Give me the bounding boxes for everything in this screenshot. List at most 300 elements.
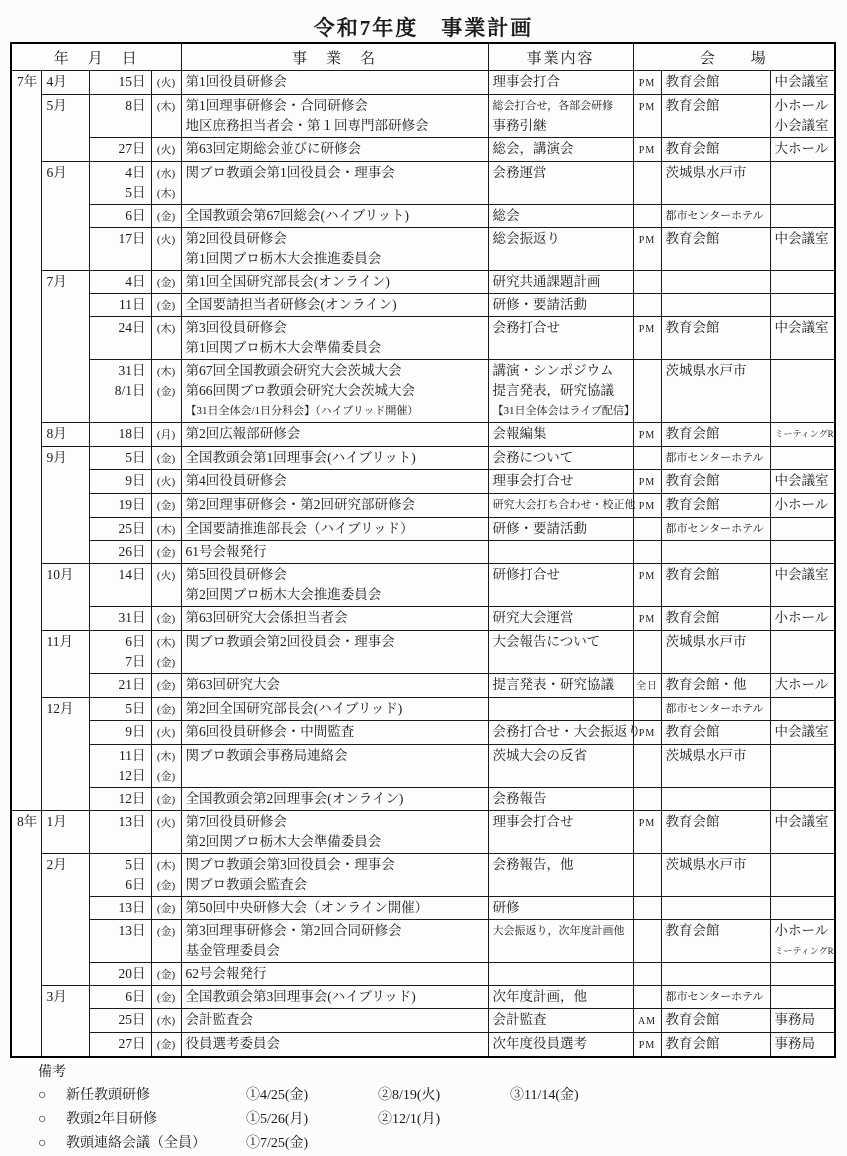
cell-room: 中会議室: [770, 811, 835, 854]
cell-day: 13日: [89, 897, 151, 920]
cell-ampm: PM: [633, 494, 661, 518]
cell-content: 会務報告，他: [488, 854, 633, 897]
cell-ampm: PM: [633, 317, 661, 360]
cell-day: [89, 360, 151, 423]
cell-line: 第2回関ブロ栃木大会準備委員会: [185, 834, 382, 849]
cell-day: 17日: [89, 228, 151, 271]
cell-line: 第2回役員研修会: [185, 231, 287, 246]
cell-line: 第5回役員研修会: [185, 567, 287, 582]
note-item: [38, 1084, 847, 1108]
cell-venue: [661, 271, 770, 294]
cell-venue: 教育会館: [661, 1033, 770, 1058]
cell-room: 事務局: [770, 1033, 835, 1058]
note-label: 教頭連絡会議（全員）: [66, 1136, 206, 1151]
cell-venue: 教育会館: [661, 494, 770, 518]
cell-name: 役員選考委員会: [181, 1033, 488, 1058]
cell-ampm: [633, 698, 661, 721]
cell-day: 25日: [89, 518, 151, 541]
cell-content: 茨城大会の反省: [488, 745, 633, 788]
cell-dow: (火): [151, 228, 181, 271]
cell-month: 1月: [41, 811, 89, 854]
table-row: [11, 1009, 835, 1033]
cell-content: 研修打合せ: [488, 564, 633, 607]
cell-line: 5日: [125, 185, 146, 200]
cell-content: [488, 494, 636, 518]
cell-room: [770, 95, 835, 138]
cell-content: [488, 360, 633, 423]
table-row: [11, 963, 835, 986]
cell-room: 中会議室: [770, 228, 835, 271]
cell-ampm: PM: [633, 564, 661, 607]
cell-line: 11日: [119, 748, 146, 763]
cell-dow: (金): [151, 963, 181, 986]
cell-month: 11月: [41, 631, 89, 698]
cell-name: [181, 854, 488, 897]
cell-ampm: [633, 631, 661, 674]
cell-line: 6日: [125, 877, 146, 892]
cell-line: (木): [156, 751, 176, 763]
table-row: [11, 698, 835, 721]
cell-room: 小ホール: [770, 607, 835, 631]
cell-dow: (火): [151, 811, 181, 854]
cell-month: 2月: [41, 854, 89, 986]
cell-name: 第1回全国研究部長会(オンライン): [181, 271, 488, 294]
cell-content: 理事会打合: [488, 71, 633, 95]
cell-dow: (金): [151, 494, 181, 518]
cell-line: 事務引継: [492, 118, 547, 133]
cell-room: 大ホール: [770, 138, 835, 162]
table-row: [11, 138, 835, 162]
cell-ampm: PM: [633, 1033, 661, 1058]
cell-ampm: [633, 271, 661, 294]
cell-line: 第1回理事研修会・合同研修会: [185, 98, 368, 113]
note-entry: ①5/26(月): [246, 1112, 309, 1127]
cell-venue: 教育会館: [661, 423, 770, 447]
page-title: 令和7年度 事業計画: [313, 16, 534, 40]
cell-month: 10月: [41, 564, 89, 631]
cell-line: 研究大会打ち合わせ・校正他: [492, 499, 636, 511]
cell-content: 理事会打合せ: [488, 811, 633, 854]
table-row: [11, 360, 835, 423]
cell-line: 総会打合せ，各部会研修: [492, 100, 614, 112]
table-row: [11, 423, 835, 447]
cell-name: 会計監査会: [181, 1009, 488, 1033]
cell-venue: [661, 963, 770, 986]
cell-dow: [151, 631, 181, 674]
cell-name: [181, 317, 488, 360]
cell-name: 全国教頭会第67回総会(ハイブリット): [181, 205, 488, 228]
cell-room: [770, 986, 835, 1009]
table-row: [11, 897, 835, 920]
table-row: [11, 95, 835, 138]
table-row: [11, 317, 835, 360]
cell-content: 総会，講演会: [488, 138, 633, 162]
cell-line: 都市センターホテル: [665, 210, 764, 222]
cell-room: [770, 518, 835, 541]
table-row: [11, 228, 835, 271]
cell-day: 8日: [89, 95, 151, 138]
cell-ampm: 全日: [633, 674, 661, 698]
cell-day: 18日: [89, 423, 151, 447]
schedule-table: [10, 42, 836, 1058]
cell-dow: (金): [151, 674, 181, 698]
cell-venue: 教育会館: [661, 607, 770, 631]
cell-day: 14日: [89, 564, 151, 607]
cell-ampm: [633, 854, 661, 897]
table-row: [11, 205, 835, 228]
cell-month: 9月: [41, 447, 89, 564]
cell-dow: (金): [151, 1033, 181, 1058]
cell-name: 全国教頭会第3回理事会(ハイブリッド): [181, 986, 488, 1009]
cell-venue: [661, 986, 770, 1009]
cell-name: 関ブロ教頭会事務局連絡会: [181, 745, 488, 788]
cell-venue: [661, 294, 770, 317]
cell-ampm: AM: [633, 1009, 661, 1033]
cell-room: [770, 745, 835, 788]
cell-name: 62号会報発行: [181, 963, 488, 986]
header-event-name: 事 業 名: [181, 43, 488, 71]
cell-ampm: [633, 788, 661, 811]
cell-dow: (木): [151, 518, 181, 541]
cell-dow: (火): [151, 470, 181, 494]
cell-room: 小ホール: [770, 494, 835, 518]
circle-bullet-icon: ○: [38, 1112, 47, 1127]
table-row: [11, 162, 835, 205]
cell-day: 25日: [89, 1009, 151, 1033]
cell-content: 会計監査: [488, 1009, 633, 1033]
cell-name: 第2回全国研究部長会(ハイブリッド): [181, 698, 488, 721]
cell-dow: (火): [151, 564, 181, 607]
cell-day: 6日: [89, 986, 151, 1009]
cell-room: [770, 360, 835, 423]
cell-day: 27日: [89, 138, 151, 162]
cell-ampm: [633, 360, 661, 423]
cell-room: [770, 541, 835, 564]
cell-dow: (金): [151, 205, 181, 228]
cell-line: ミーティングR: [774, 429, 834, 439]
cell-name: 全国教頭会第1回理事会(ハイブリット): [181, 447, 488, 470]
cell-dow: (火): [151, 138, 181, 162]
circle-bullet-icon: ○: [38, 1088, 47, 1103]
cell-month: 4月: [41, 71, 89, 95]
cell-name: [181, 920, 488, 963]
table-row: [11, 564, 835, 607]
cell-line: 第3回役員研修会: [185, 320, 287, 335]
header-venue: 会 場: [633, 43, 835, 71]
cell-ampm: PM: [633, 138, 661, 162]
cell-day: 13日: [89, 811, 151, 854]
cell-line: 第1回関ブロ栃木大会準備委員会: [185, 340, 382, 355]
cell-content: 研究共通課題計画: [488, 271, 633, 294]
cell-ampm: [633, 205, 661, 228]
cell-day: 12日: [89, 788, 151, 811]
cell-room: [770, 920, 835, 963]
cell-name: 第2回広報部研修会: [181, 423, 488, 447]
table-row: [11, 854, 835, 897]
table-row: [11, 518, 835, 541]
table-row: [11, 470, 835, 494]
cell-line: 講演・シンポジウム: [492, 363, 614, 378]
cell-month: 7月: [41, 271, 89, 423]
cell-name: 関ブロ教頭会第1回役員会・理事会: [181, 162, 488, 205]
cell-month: 8月: [41, 423, 89, 447]
cell-day: 31日: [89, 607, 151, 631]
cell-day: 6日: [89, 205, 151, 228]
cell-ampm: [633, 745, 661, 788]
table-row: [11, 1033, 835, 1058]
cell-ampm: PM: [633, 95, 661, 138]
cell-venue: 教育会館: [661, 811, 770, 854]
cell-venue: 教育会館: [661, 564, 770, 607]
table-row: [11, 788, 835, 811]
cell-dow: (金): [151, 447, 181, 470]
cell-room: [770, 447, 835, 470]
cell-ampm: [633, 963, 661, 986]
cell-line: (木): [156, 860, 176, 872]
cell-dow: [151, 854, 181, 897]
cell-year: 7年: [11, 71, 41, 811]
cell-dow: (木): [151, 95, 181, 138]
cell-name: [181, 228, 488, 271]
cell-day: [89, 162, 151, 205]
cell-dow: (金): [151, 541, 181, 564]
cell-line: (金): [156, 880, 176, 892]
cell-venue: 教育会館: [661, 95, 770, 138]
cell-line: 第2回関ブロ栃木大会推進委員会: [185, 587, 382, 602]
cell-ampm: PM: [633, 470, 661, 494]
cell-room: 中会議室: [770, 71, 835, 95]
cell-line: (金): [156, 657, 176, 669]
cell-name: 第4回役員研修会: [181, 470, 488, 494]
cell-room: 中会議室: [770, 470, 835, 494]
cell-content: 会報編集: [488, 423, 633, 447]
cell-room: [770, 698, 835, 721]
cell-line: 小ホール: [774, 98, 829, 113]
note-entry: ①7/25(金): [246, 1136, 309, 1151]
cell-ampm: PM: [633, 71, 661, 95]
cell-room: 中会議室: [770, 564, 835, 607]
cell-line: 地区庶務担当者会・第１回専門部研修会: [185, 118, 429, 133]
table-row: [11, 294, 835, 317]
cell-venue: 教育会館: [661, 470, 770, 494]
cell-name: 第63回研究大会: [181, 674, 488, 698]
cell-line: 7日: [125, 654, 146, 669]
cell-venue: 茨城県水戸市: [661, 360, 770, 423]
cell-dow: (金): [151, 897, 181, 920]
cell-name: 全国要請担当者研修会(オンライン): [181, 294, 488, 317]
cell-content: 研修: [488, 897, 633, 920]
table-row: [11, 920, 835, 963]
cell-day: 4日: [89, 271, 151, 294]
cell-ampm: [633, 447, 661, 470]
cell-room: [770, 271, 835, 294]
cell-day: 27日: [89, 1033, 151, 1058]
cell-content: [488, 698, 633, 721]
cell-day: [89, 745, 151, 788]
table-row: [11, 986, 835, 1009]
cell-content: [488, 541, 633, 564]
cell-line: 6日: [125, 634, 146, 649]
cell-dow: (火): [151, 71, 181, 95]
cell-ampm: [633, 986, 661, 1009]
cell-line: 5日: [125, 857, 146, 872]
cell-dow: (金): [151, 271, 181, 294]
cell-venue: [661, 897, 770, 920]
cell-day: 19日: [89, 494, 151, 518]
cell-venue: 教育会館: [661, 317, 770, 360]
cell-line: 12日: [118, 768, 146, 783]
cell-day: 5日: [89, 698, 151, 721]
cell-content: 総会振返り: [488, 228, 633, 271]
cell-venue: 茨城県水戸市: [661, 854, 770, 897]
note-item: [38, 1108, 847, 1132]
cell-name: 第1回役員研修会: [181, 71, 488, 95]
cell-ampm: PM: [633, 721, 661, 745]
cell-content: 会務報告: [488, 788, 633, 811]
cell-content: 大会報告について: [488, 631, 633, 674]
cell-line: 【31日全体会/1日分科会】（ハイブリッド開催）: [185, 405, 419, 417]
cell-room: 中会議室: [770, 317, 835, 360]
cell-day: 11日: [89, 294, 151, 317]
cell-name: [181, 811, 488, 854]
cell-line: 8/1日: [114, 383, 146, 398]
cell-venue: 茨城県水戸市: [661, 745, 770, 788]
cell-venue: 教育会館: [661, 71, 770, 95]
note-entry: ②12/1(月): [378, 1112, 441, 1127]
cell-room: [770, 631, 835, 674]
cell-line: (木): [156, 188, 176, 200]
cell-year: 8年: [11, 811, 41, 1058]
cell-ampm: PM: [633, 228, 661, 271]
table-row: [11, 447, 835, 470]
cell-venue: 教育会館: [661, 138, 770, 162]
table-row: [11, 721, 835, 745]
cell-room: [770, 788, 835, 811]
cell-day: 13日: [89, 920, 151, 963]
cell-dow: [151, 360, 181, 423]
cell-dow: (水): [151, 1009, 181, 1033]
cell-line: 小会議室: [774, 118, 829, 133]
cell-venue: [661, 698, 770, 721]
cell-content: 次年度役員選考: [488, 1033, 633, 1058]
header-row: [11, 43, 835, 71]
cell-line: 都市センターホテル: [665, 703, 764, 715]
cell-venue: [661, 447, 770, 470]
table-row: [11, 631, 835, 674]
cell-venue: 教育会館: [661, 1009, 770, 1033]
cell-content: 会務打合せ: [488, 317, 633, 360]
header-event-content: 事業内容: [488, 43, 633, 71]
note-label: 新任教頭研修: [66, 1088, 150, 1103]
table-row: [11, 271, 835, 294]
cell-dow: (金): [151, 986, 181, 1009]
notes-title: 備考: [38, 1065, 66, 1080]
cell-line: 第1回関ブロ栃木大会推進委員会: [185, 251, 382, 266]
cell-name: 第6回役員研修会・中間監査: [181, 721, 488, 745]
cell-ampm: [633, 920, 661, 963]
cell-venue: 教育会館: [661, 721, 770, 745]
cell-content: 研修・要請活動: [488, 294, 633, 317]
cell-day: 9日: [89, 470, 151, 494]
cell-line: (水): [156, 168, 176, 180]
cell-line: 4日: [125, 165, 146, 180]
cell-line: 都市センターホテル: [665, 523, 764, 535]
schedule-table-body: [11, 71, 835, 1058]
cell-room: 中会議室: [770, 721, 835, 745]
cell-content: 会務運営: [488, 162, 633, 205]
cell-ampm: [633, 541, 661, 564]
cell-line: 第67回全国教頭会研究大会茨城大会: [185, 363, 402, 378]
table-row: [11, 674, 835, 698]
cell-month: 12月: [41, 698, 89, 811]
cell-day: 5日: [89, 447, 151, 470]
note-entry: ①4/25(金): [246, 1088, 309, 1103]
cell-line: 関ブロ教頭会第3回役員会・理事会: [185, 857, 395, 872]
cell-room: [770, 294, 835, 317]
cell-ampm: PM: [633, 607, 661, 631]
cell-content: 会務打合せ・大会振返り: [488, 721, 633, 745]
cell-ampm: PM: [633, 811, 661, 854]
cell-line: 小ホール: [774, 923, 829, 938]
cell-name: [181, 564, 488, 607]
cell-ampm: [633, 294, 661, 317]
cell-content: 会務について: [488, 447, 633, 470]
cell-line: 第3回理事研修会・第2回合同研修会: [185, 923, 402, 938]
cell-dow: (金): [151, 294, 181, 317]
cell-day: 20日: [89, 963, 151, 986]
cell-room: [770, 205, 835, 228]
cell-day: [89, 631, 151, 674]
cell-line: (木): [156, 366, 176, 378]
cell-room: [770, 423, 835, 447]
cell-dow: [151, 162, 181, 205]
cell-name: 第2回理事研修会・第2回研究部研修会: [181, 494, 488, 518]
cell-name: 第63回定期総会並びに研修会: [181, 138, 488, 162]
cell-day: 15日: [89, 71, 151, 95]
cell-dow: [151, 745, 181, 788]
cell-content: [488, 963, 633, 986]
cell-content: 次年度計画，他: [488, 986, 633, 1009]
cell-line: 第7回役員研修会: [185, 814, 287, 829]
table-row: [11, 607, 835, 631]
note-entry: ②8/19(火): [378, 1088, 441, 1103]
cell-line: 都市センターホテル: [665, 452, 764, 464]
cell-day: 26日: [89, 541, 151, 564]
cell-day: [89, 854, 151, 897]
notes-list: [38, 1084, 847, 1156]
cell-ampm: [633, 897, 661, 920]
cell-content: 理事会打合せ: [488, 470, 633, 494]
cell-room: [770, 854, 835, 897]
cell-venue: [661, 541, 770, 564]
cell-ampm: PM: [633, 423, 661, 447]
header-date: 年 月 日: [11, 43, 181, 71]
cell-venue: 教育会館: [661, 228, 770, 271]
cell-dow: (金): [151, 607, 181, 631]
cell-dow: (月): [151, 423, 181, 447]
cell-month: 3月: [41, 986, 89, 1058]
circle-bullet-icon: ○: [38, 1136, 47, 1151]
cell-line: (金): [156, 386, 176, 398]
cell-content: 研究大会運営: [488, 607, 633, 631]
table-row: [11, 494, 835, 518]
cell-room: [770, 897, 835, 920]
cell-venue: 茨城県水戸市: [661, 631, 770, 674]
cell-line: 提言発表，研究協議: [492, 383, 615, 398]
cell-dow: (金): [151, 698, 181, 721]
cell-dow: (金): [151, 788, 181, 811]
cell-day: 21日: [89, 674, 151, 698]
